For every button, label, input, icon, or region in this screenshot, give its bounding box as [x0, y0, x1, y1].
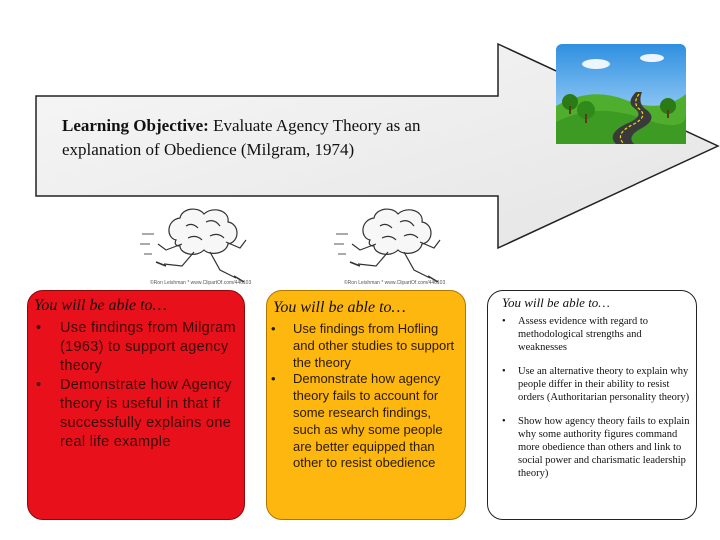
- box-title: You will be able to…: [34, 297, 167, 314]
- brain-credit: ©Ron Leishman * www.ClipartOf.com/446103: [150, 280, 252, 286]
- list-item: [36, 376, 240, 452]
- bullet-icon: •: [502, 416, 506, 427]
- bullet-icon: •: [502, 316, 506, 327]
- box-title: You will be able to…: [502, 295, 610, 310]
- list-item: [36, 319, 240, 376]
- list-item-text: Demonstrate how agency theory fails to account for some research findings, such as why some people are better equipped than other to resist obedience: [293, 371, 443, 471]
- list-item-text: Show how agency theory fails to explain why some authority figures command more obedience than others and link to social power and charismatic leadership theory): [518, 416, 690, 479]
- list-item-text: Use findings from Hofling and other studies to support the theory: [293, 321, 455, 370]
- running-brain-icon: [136, 204, 260, 290]
- box-title: You will be able to…: [273, 299, 406, 316]
- list-item-text: Demonstrate how Agency theory is useful in that if successfully explains one real life example: [60, 377, 232, 450]
- outcome-list: [36, 319, 240, 452]
- bullet-icon: •: [271, 321, 276, 336]
- list-item: [502, 415, 692, 480]
- brain-credit: ©Ron Leishman * www.ClipartOf.com/446103: [344, 280, 446, 286]
- objective-text: Evaluate Agency Theory as an explanation of Obedience (Milgram, 1974): [62, 116, 421, 159]
- bullet-icon: •: [502, 366, 506, 377]
- bullet-icon: •: [36, 320, 42, 336]
- list-item-text: Use findings from Milgram (1963) to support agency theory: [60, 320, 236, 374]
- road-landscape-icon: [556, 44, 686, 144]
- outcome-box-orange: [266, 290, 466, 520]
- learning-objective: [62, 114, 482, 162]
- bullet-icon: •: [36, 377, 42, 393]
- list-item-text: Assess evidence with regard to methodological strengths and weaknesses: [518, 316, 649, 353]
- list-item: [502, 365, 692, 404]
- list-item: [502, 315, 692, 354]
- list-item: [271, 371, 457, 472]
- objective-label: Learning Objective:: [62, 116, 209, 135]
- outcome-list: [502, 315, 692, 491]
- outcome-box-white: [487, 290, 697, 520]
- bullet-icon: •: [271, 371, 276, 387]
- list-item: [271, 321, 457, 371]
- outcome-box-red: [27, 290, 245, 520]
- running-brain-icon: [330, 204, 454, 290]
- list-item-text: Use an alternative theory to explain why people differ in their ability to resist orders (Authoritarian personality theory): [518, 366, 690, 403]
- outcome-list: [271, 321, 457, 472]
